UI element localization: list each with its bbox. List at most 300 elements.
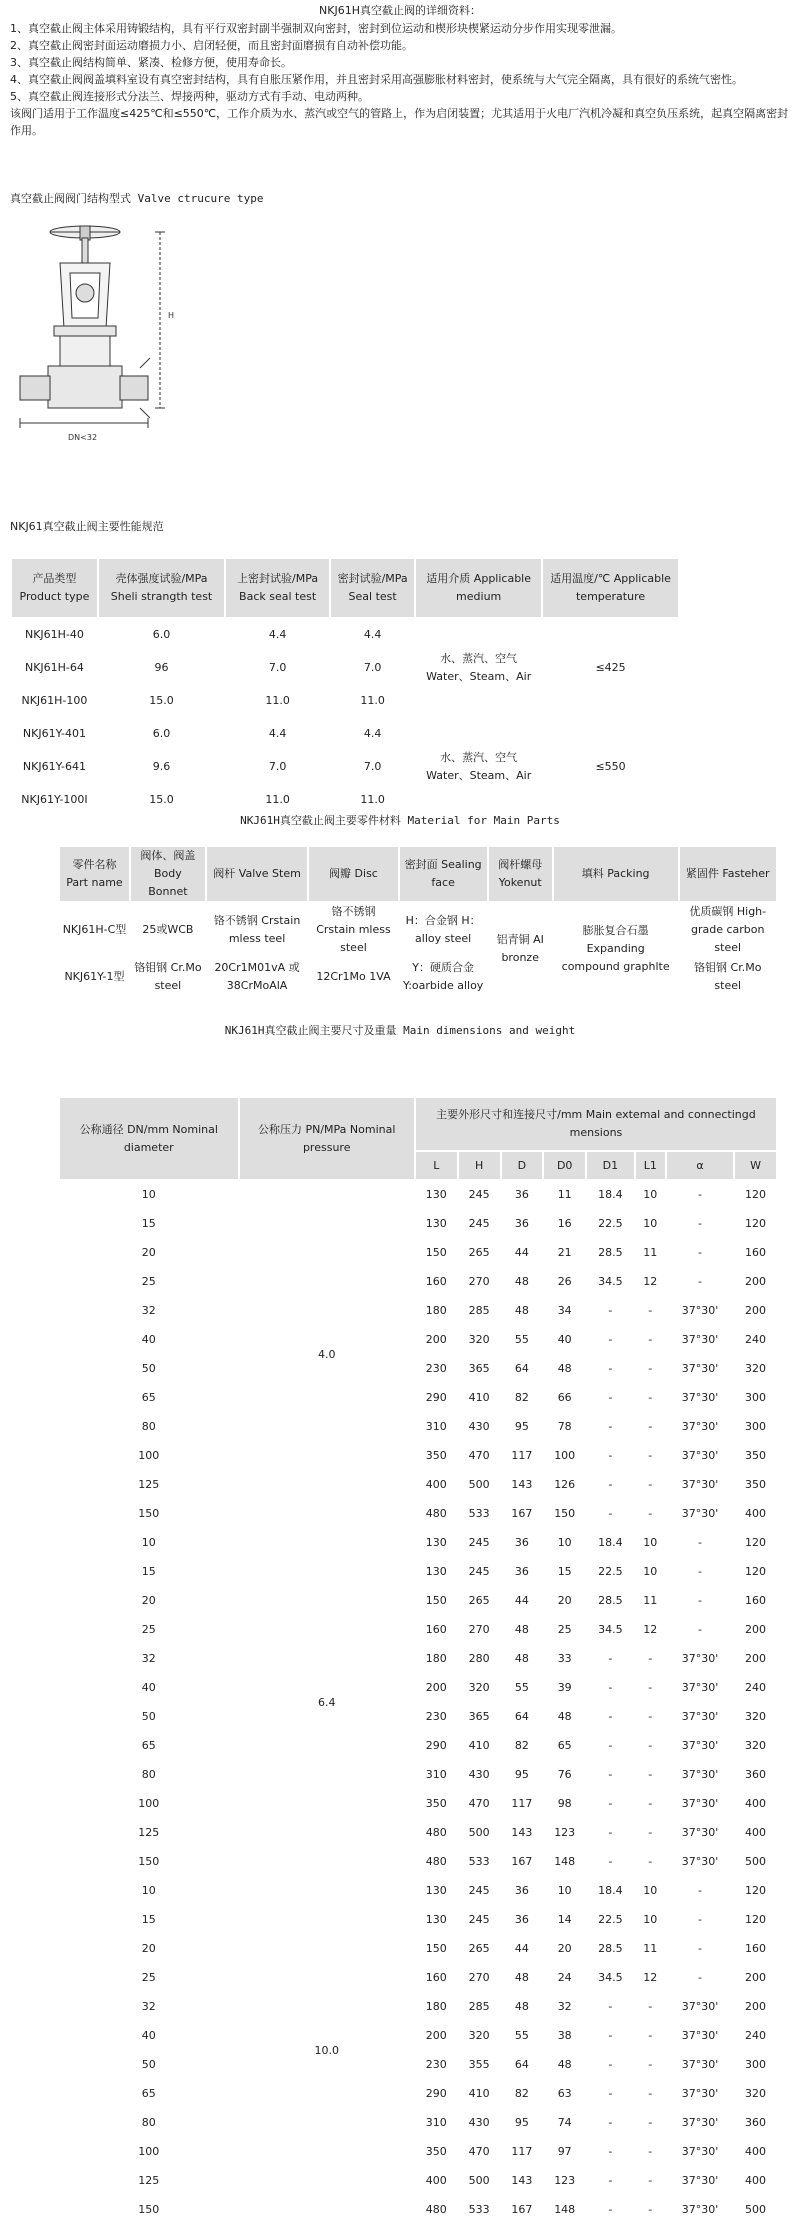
table-cell: - [636, 2109, 665, 2136]
header-main-dimensions: 主要外形尺寸和连接尺寸/mm Main extemal and connectingd mensions [416, 1098, 776, 1150]
intro-text [10, 20, 790, 139]
table-cell: - [636, 1297, 665, 1324]
table-subheader-cell: W [735, 1152, 776, 1179]
table-row [60, 1935, 776, 1962]
table-cell: - [667, 1210, 733, 1237]
table-row [60, 1877, 776, 1904]
table-cell: 11.0 [331, 784, 414, 815]
table-cell: 22.5 [587, 1558, 634, 1585]
table-cell: 40 [60, 2022, 238, 2049]
table-cell: 65 [544, 1732, 585, 1759]
table-cell: 245 [459, 1210, 500, 1237]
table-cell: 28.5 [587, 1935, 634, 1962]
table-cell: - [667, 1616, 733, 1643]
table-cell: 200 [735, 1964, 776, 1991]
table-cell: - [587, 1471, 634, 1498]
table-row [60, 903, 776, 957]
table-cell: - [636, 1326, 665, 1353]
table-cell: 25 [60, 1964, 238, 1991]
table-cell: 82 [502, 1384, 543, 1411]
table-cell: 15 [544, 1558, 585, 1585]
table-cell: 470 [459, 1442, 500, 1469]
table-cell: 285 [459, 1297, 500, 1324]
table-cell: 300 [735, 2051, 776, 2078]
table-cell: 48 [502, 1993, 543, 2020]
table-cell: 16 [544, 1210, 585, 1237]
table-cell: 铬钼钢 Cr.Mo steel [680, 959, 777, 995]
table-header-cell: 阀杆螺母 Yokenut [489, 847, 552, 901]
table-row [60, 1297, 776, 1324]
table-cell: 24 [544, 1964, 585, 1991]
table-cell: 245 [459, 1906, 500, 1933]
table-cell: 37°30' [667, 2138, 733, 2165]
table-cell: 130 [416, 1558, 457, 1585]
table-cell: - [667, 1935, 733, 1962]
table-cell: 48 [544, 1355, 585, 1382]
table-cell: 20 [60, 1587, 238, 1614]
table-cell: 37°30' [667, 1848, 733, 1875]
table-cell: 320 [459, 1326, 500, 1353]
table-cell: 320 [735, 2080, 776, 2107]
table-cell: 74 [544, 2109, 585, 2136]
table-cell: - [636, 1442, 665, 1469]
table-cell: 11 [544, 1181, 585, 1208]
table-cell: - [587, 2138, 634, 2165]
table-cell: 350 [416, 2138, 457, 2165]
table-cell: 100 [60, 1790, 238, 1817]
table-header-cell: 适用介质 Applicable medium [416, 559, 541, 617]
table-cell: 240 [735, 1674, 776, 1701]
dim-label-dn: DN<32 [68, 433, 98, 442]
table-cell: - [636, 1993, 665, 2020]
table-cell: 4.4 [331, 718, 414, 749]
table-cell: 10 [60, 1181, 238, 1208]
table-cell: 270 [459, 1268, 500, 1295]
table-cell: 37°30' [667, 1500, 733, 1527]
table-cell: 37°30' [667, 1442, 733, 1469]
table-cell: 200 [735, 1993, 776, 2020]
table-cell: 44 [502, 1935, 543, 1962]
table-cell: - [587, 1848, 634, 1875]
table-cell: 160 [735, 1239, 776, 1266]
table-subheader-cell: L1 [636, 1152, 665, 1179]
table-cell: 120 [735, 1181, 776, 1208]
table-cell: - [667, 1906, 733, 1933]
table-cell: 365 [459, 1703, 500, 1730]
table-cell: 48 [502, 1964, 543, 1991]
table-header-cell: 紧固件 Fasteher [680, 847, 777, 901]
table-cell: 37°30' [667, 2080, 733, 2107]
table-cell: 9.6 [99, 751, 224, 782]
table-cell: - [667, 1877, 733, 1904]
table-cell: - [587, 1645, 634, 1672]
table-cell: 245 [459, 1877, 500, 1904]
table-cell: 123 [544, 2167, 585, 2194]
table-row [60, 1703, 776, 1730]
table-cell: 230 [416, 1355, 457, 1382]
table-row [60, 1645, 776, 1672]
table-cell: - [636, 1790, 665, 1817]
table-row [60, 1210, 776, 1237]
table-cell: - [636, 1355, 665, 1382]
table-cell: - [636, 2022, 665, 2049]
table-cell: 470 [459, 2138, 500, 2165]
table-cell: 480 [416, 1500, 457, 1527]
table-cell: NKJ61H-64 [12, 652, 97, 683]
dimensions-heading: NKJ61H真空截止阀主要尺寸及重量 Main dimensions and weight [224, 1024, 576, 1037]
table-cell: 37°30' [667, 1384, 733, 1411]
table-cell: 80 [60, 2109, 238, 2136]
table-cell: - [587, 2080, 634, 2107]
table-cell: - [587, 1703, 634, 1730]
table-cell: 10 [60, 1877, 238, 1904]
table-cell: 500 [459, 2167, 500, 2194]
table-row [60, 1674, 776, 1701]
table-cell: 40 [60, 1326, 238, 1353]
table-cell: 167 [502, 1848, 543, 1875]
table-cell: 82 [502, 1732, 543, 1759]
table-cell: 160 [416, 1616, 457, 1643]
table-cell: - [636, 1703, 665, 1730]
table-cell: 82 [502, 2080, 543, 2107]
table-cell: - [587, 1761, 634, 1788]
table-cell: 80 [60, 1761, 238, 1788]
table-cell: 117 [502, 1790, 543, 1817]
table-cell: 125 [60, 2167, 238, 2194]
materials-heading: NKJ61H真空截止阀主要零件材料 Material for Main Parts [240, 814, 560, 827]
table-row [60, 1819, 776, 1846]
table-cell: NKJ61H-40 [12, 619, 97, 650]
table-cell: 310 [416, 1761, 457, 1788]
table-cell: 20Cr1M01vA 或38CrMoAlA [207, 959, 307, 995]
table-cell: 470 [459, 1790, 500, 1817]
table-row [60, 1500, 776, 1527]
table-row [60, 2138, 776, 2165]
table-cell: 65 [60, 1384, 238, 1411]
table-cell: - [587, 1413, 634, 1440]
pressure-cell: 10.0 [240, 1877, 414, 2223]
table-cell: 48 [544, 1703, 585, 1730]
table-cell: 117 [502, 1442, 543, 1469]
table-row [60, 1964, 776, 1991]
table-cell: 36 [502, 1558, 543, 1585]
table-cell: 10 [636, 1529, 665, 1556]
table-cell: 48 [502, 1616, 543, 1643]
table-cell: 265 [459, 1239, 500, 1266]
table-cell: 180 [416, 1993, 457, 2020]
table-cell: 143 [502, 1471, 543, 1498]
table-cell: 320 [459, 1674, 500, 1701]
table-cell: 100 [544, 1442, 585, 1469]
table-cell: 480 [416, 1819, 457, 1846]
table-cell: 40 [60, 1674, 238, 1701]
table-cell: 290 [416, 1732, 457, 1759]
table-cell: 290 [416, 1384, 457, 1411]
table-cell: 50 [60, 1355, 238, 1382]
table-cell: 180 [416, 1297, 457, 1324]
table-cell: 76 [544, 1761, 585, 1788]
table-cell: 245 [459, 1181, 500, 1208]
table-cell: 11.0 [331, 685, 414, 716]
table-cell: 11.0 [226, 784, 329, 815]
table-cell: - [587, 2109, 634, 2136]
table-cell: - [636, 1674, 665, 1701]
table-cell: 11 [636, 1935, 665, 1962]
table-cell: 63 [544, 2080, 585, 2107]
intro-line: 5、真空截止阀连接形式分法兰、焊接两种，驱动方式有手动、电动两种。 [10, 90, 369, 103]
table-cell: - [636, 1761, 665, 1788]
table-cell: 200 [416, 1326, 457, 1353]
table-cell: 11 [636, 1587, 665, 1614]
temperature-cell: ≤425 [543, 619, 678, 716]
table-cell: 130 [416, 1181, 457, 1208]
table-cell: 50 [60, 1703, 238, 1730]
valve-structure-diagram [10, 218, 180, 473]
table-cell: 78 [544, 1413, 585, 1440]
table-cell: NKJ61Y-401 [12, 718, 97, 749]
table-cell: 200 [416, 2022, 457, 2049]
table-cell: 200 [416, 1674, 457, 1701]
table-cell: 143 [502, 1819, 543, 1846]
table-cell: 39 [544, 1674, 585, 1701]
table-cell: 125 [60, 1471, 238, 1498]
table-cell: 533 [459, 1848, 500, 1875]
table-cell: - [636, 2080, 665, 2107]
table-cell: 533 [459, 1500, 500, 1527]
table-cell: 95 [502, 1761, 543, 1788]
table-cell: 160 [416, 1268, 457, 1295]
table-subheader-cell: H [459, 1152, 500, 1179]
table-cell: 160 [735, 1935, 776, 1962]
table-cell: 34 [544, 1297, 585, 1324]
table-cell: 37°30' [667, 1326, 733, 1353]
table-cell: 36 [502, 1906, 543, 1933]
table-cell: - [636, 1645, 665, 1672]
intro-line: 3、真空截止阀结构简单、紧凑、检修方便，使用寿命长。 [10, 56, 292, 69]
table-cell: 97 [544, 2138, 585, 2165]
table-row [60, 1993, 776, 2020]
table-header-cell: 阀瓣 Disc [309, 847, 397, 901]
table-cell: 10 [636, 1877, 665, 1904]
table-header-cell: 壳体强度试验/MPa Sheli strangth test [99, 559, 224, 617]
table-header-row [12, 559, 678, 617]
table-header-cell: 适用温度/℃ Applicable temperature [543, 559, 678, 617]
table-cell: 365 [459, 1355, 500, 1382]
table-cell: 400 [735, 1819, 776, 1846]
table-cell: 400 [735, 1790, 776, 1817]
table-cell: 300 [735, 1413, 776, 1440]
table-row [60, 2109, 776, 2136]
table-cell: - [587, 1732, 634, 1759]
dimensions-table-body [60, 1181, 776, 2223]
table-cell: 15 [60, 1558, 238, 1585]
table-cell: 55 [502, 2022, 543, 2049]
table-cell: - [667, 1268, 733, 1295]
table-cell: 120 [735, 1529, 776, 1556]
table-cell: 65 [60, 1732, 238, 1759]
table-cell: 21 [544, 1239, 585, 1266]
table-cell: 200 [735, 1645, 776, 1672]
table-cell: 150 [544, 1500, 585, 1527]
table-cell: 34.5 [587, 1268, 634, 1295]
table-cell: 360 [735, 1761, 776, 1788]
table-row [60, 1587, 776, 1614]
table-cell: - [587, 1442, 634, 1469]
table-cell: 320 [459, 2022, 500, 2049]
table-cell: 120 [735, 1877, 776, 1904]
table-cell: 37°30' [667, 1732, 733, 1759]
table-header-cell: 产品类型 Product type [12, 559, 97, 617]
table-cell: 65 [60, 2080, 238, 2107]
table-row [60, 2196, 776, 2223]
table-cell: - [587, 1993, 634, 2020]
table-cell: 10 [636, 1210, 665, 1237]
table-cell: NKJ61H-C型 [60, 903, 129, 957]
table-header-cell: 阀杆 Valve Stem [207, 847, 307, 901]
table-row [60, 2080, 776, 2107]
table-cell: - [587, 1674, 634, 1701]
table-subheader-cell: α [667, 1152, 733, 1179]
intro-line: 该阀门适用于工作温度≤425℃和≤550℃，工作介质为水、蒸汽或空气的管路上，作为启闭装置；尤其适用于火电厂汽机冷凝和真空负压系统，起真空隔离密封作用。 [10, 107, 789, 137]
table-cell: 32 [60, 1645, 238, 1672]
table-cell: 430 [459, 2109, 500, 2136]
table-cell: 15.0 [99, 784, 224, 815]
table-row [12, 619, 678, 650]
table-cell: 20 [544, 1935, 585, 1962]
table-header-cell: 零件名称 Part name [60, 847, 129, 901]
table-cell: 400 [735, 1500, 776, 1527]
table-cell: 48 [502, 1297, 543, 1324]
table-cell: 18.4 [587, 1529, 634, 1556]
table-cell: 36 [502, 1181, 543, 1208]
table-cell: 245 [459, 1529, 500, 1556]
medium-cell: 水、蒸汽、空气 Water、Steam、Air [416, 718, 541, 815]
table-cell: 11.0 [226, 685, 329, 716]
table-row [60, 1790, 776, 1817]
table-cell: NKJ61Y-100I [12, 784, 97, 815]
temperature-cell: ≤550 [543, 718, 678, 815]
table-cell: 4.4 [226, 619, 329, 650]
table-cell: - [636, 1384, 665, 1411]
table-cell: 铬不锈钢 Crstain mless steel [309, 903, 397, 957]
table-row [60, 1239, 776, 1266]
table-cell: 150 [416, 1239, 457, 1266]
table-cell: 64 [502, 1703, 543, 1730]
table-cell: 350 [735, 1442, 776, 1469]
table-cell: 150 [416, 1935, 457, 1962]
table-cell: 优质碳钢 High-grade carbon steel [680, 903, 777, 957]
table-cell: 400 [735, 2138, 776, 2165]
table-cell: 100 [60, 1442, 238, 1469]
table-subheader-cell: D1 [587, 1152, 634, 1179]
table-cell: 500 [459, 1471, 500, 1498]
table-cell: - [587, 2196, 634, 2223]
table-row [60, 2022, 776, 2049]
table-row [60, 1471, 776, 1498]
table-row [60, 1616, 776, 1643]
table-cell: 34.5 [587, 1616, 634, 1643]
table-cell: 400 [416, 2167, 457, 2194]
table-cell: 430 [459, 1761, 500, 1788]
table-cell: 32 [60, 1993, 238, 2020]
table-cell: 10 [544, 1877, 585, 1904]
page-title: NKJ61H真空截止阀的详细资料： [319, 4, 481, 17]
table-cell: 25 [544, 1616, 585, 1643]
table-cell: 55 [502, 1674, 543, 1701]
table-cell: 360 [735, 2109, 776, 2136]
table-cell: 铬不锈钢 Crstain mless teel [207, 903, 307, 957]
table-cell: 143 [502, 2167, 543, 2194]
table-cell: 7.0 [226, 652, 329, 683]
table-cell: 95 [502, 2109, 543, 2136]
table-cell: 270 [459, 1616, 500, 1643]
table-row [12, 718, 678, 749]
table-cell: 533 [459, 2196, 500, 2223]
table-row [60, 1413, 776, 1440]
table-cell: 37°30' [667, 1645, 733, 1672]
table-header-cell: 密封试验/MPa Seal test [331, 559, 414, 617]
table-cell: 37°30' [667, 1761, 733, 1788]
dimensions-table [58, 1096, 778, 2225]
table-cell: 4.4 [226, 718, 329, 749]
table-cell: 44 [502, 1587, 543, 1614]
table-cell: 10 [60, 1529, 238, 1556]
table-cell: 6.0 [99, 718, 224, 749]
table-cell: 20 [60, 1239, 238, 1266]
table-row [60, 1732, 776, 1759]
table-cell: - [667, 1181, 733, 1208]
table-cell: - [636, 2138, 665, 2165]
table-cell: 200 [735, 1268, 776, 1295]
table-cell: 150 [60, 2196, 238, 2223]
table-subheader-cell: L [416, 1152, 457, 1179]
table-cell: 32 [544, 1993, 585, 2020]
table-cell: 230 [416, 2051, 457, 2078]
table-cell: 100 [60, 2138, 238, 2165]
table-row [60, 1442, 776, 1469]
table-cell: 12 [636, 1616, 665, 1643]
table-cell: 38 [544, 2022, 585, 2049]
table-cell: 126 [544, 1471, 585, 1498]
table-cell: 500 [459, 1819, 500, 1846]
table-cell: 200 [735, 1297, 776, 1324]
table-cell: 37°30' [667, 2167, 733, 2194]
table-cell: 355 [459, 2051, 500, 2078]
table-cell: - [636, 2196, 665, 2223]
table-cell: 290 [416, 2080, 457, 2107]
table-cell: - [636, 2167, 665, 2194]
table-cell: 480 [416, 2196, 457, 2223]
materials-table [58, 845, 778, 997]
pressure-cell: 4.0 [240, 1181, 414, 1527]
table-cell: - [667, 1587, 733, 1614]
table-cell: - [587, 1384, 634, 1411]
table-cell: 12Cr1Mo 1VA [309, 959, 397, 995]
table-cell: 310 [416, 2109, 457, 2136]
table-subheader-cell: D0 [544, 1152, 585, 1179]
table-header-cell: 阀体、阀盖 Body Bonnet [131, 847, 205, 901]
medium-cell: 水、蒸汽、空气 Water、Steam、Air [416, 619, 541, 716]
table-cell: - [587, 2051, 634, 2078]
table-cell: 96 [99, 652, 224, 683]
table-cell: 10 [636, 1906, 665, 1933]
table-cell: 14 [544, 1906, 585, 1933]
table-cell: 350 [735, 1471, 776, 1498]
table-cell: 240 [735, 2022, 776, 2049]
table-cell: - [636, 1819, 665, 1846]
table-row [60, 1848, 776, 1875]
table-cell: 167 [502, 2196, 543, 2223]
